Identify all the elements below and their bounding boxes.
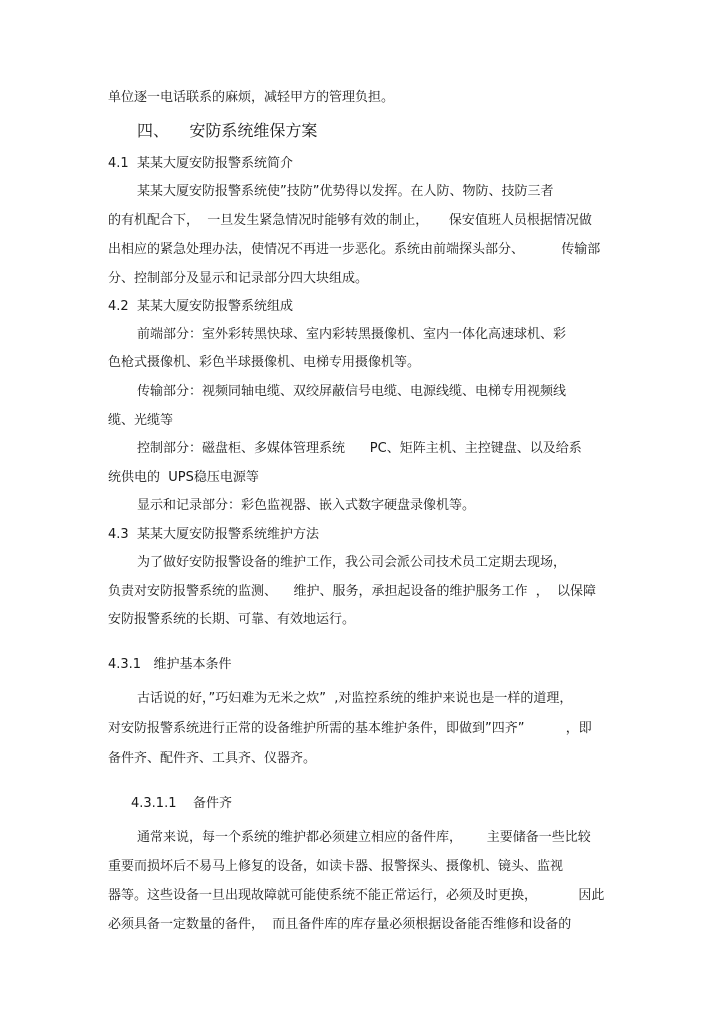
- text-line: 重要而损坏后不易马上修复的设备，如读卡器、报警探头、摄像机、镜头、监视: [108, 859, 564, 874]
- subsection-heading: 4.2 某某大厦安防报警系统组成: [108, 299, 293, 314]
- text-line: 前端部分：室外彩转黑快球、室内彩转黑摄像机、室内一体化高速球机、彩: [137, 327, 567, 342]
- subsection-heading: 4.3.1.1 备件齐: [131, 796, 233, 811]
- text-line: 分、控制部分及显示和记录部分四大块组成。: [108, 271, 369, 286]
- text-line: 出相应的紧急处理办法，使情况不再进一步恶化。系统由前端探头部分、 传输部: [108, 242, 601, 257]
- text-line: 单位逐一电话联系的麻烦，减轻甲方的管理负担。: [108, 90, 395, 105]
- text-line: 必须具备一定数量的备件， 而且备件库的库存量必须根据设备能否维修和设备的: [108, 917, 572, 932]
- text-line: 统供电的 UPS稳压电源等: [108, 470, 259, 485]
- text-line: 显示和记录部分：彩色监视器、嵌入式数字硬盘录像机等。: [137, 498, 476, 513]
- subsection-heading: 4.3 某某大厦安防报警系统维护方法: [108, 527, 319, 542]
- text-line: 备件齐、配件齐、工具齐、仪器齐。: [108, 751, 317, 766]
- subsection-heading: 4.3.1 维护基本条件: [108, 657, 232, 672]
- text-line: 负责对安防报警系统的监测、 维护、服务，承担起设备的维护服务工作 ， 以保障: [108, 584, 597, 599]
- text-line: 某某大厦安防报警系统使”技防”优势得以发挥。在人防、物防、技防三者: [137, 184, 554, 199]
- text-line: 器等。这些设备一旦出现故障就可能使系统不能正常运行，必须及时更换， 因此: [108, 888, 605, 903]
- text-line: 通常来说，每一个系统的维护都必须建立相应的备件库， 主要储备一些比较: [137, 830, 591, 845]
- subsection-heading: 4.1 某某大厦安防报警系统简介: [108, 156, 293, 171]
- text-line: 缆、光缆等: [108, 413, 174, 428]
- text-line: 传输部分：视频同轴电缆、双绞屏蔽信号电缆、电源线缆、电梯专用视频线: [137, 384, 567, 399]
- section-heading: 四、 安防系统维保方案: [137, 121, 318, 140]
- text-line: 安防报警系统的长期、可靠、有效地运行。: [108, 612, 356, 627]
- text-line: 的有机配合下， 一旦发生紧急情况时能够有效的制止， 保安值班人员根据情况做: [108, 213, 592, 228]
- text-line: 古话说的好，”巧妇难为无米之炊” ,对监控系统的维护来说也是一样的道理，: [137, 691, 573, 706]
- text-line: 色枪式摄像机、彩色半球摄像机、电梯专用摄像机等。: [108, 355, 421, 370]
- text-line: 为了做好安防报警设备的维护工作，我公司会派公司技术员工定期去现场，: [137, 555, 567, 570]
- text-line: 控制部分：磁盘柜、多媒体管理系统 PC、矩阵主机、主控键盘、以及给系: [137, 441, 582, 456]
- text-line: 对安防报警系统进行正常的设备维护所需的基本维护条件，即做到”四齐” ，即: [108, 721, 592, 736]
